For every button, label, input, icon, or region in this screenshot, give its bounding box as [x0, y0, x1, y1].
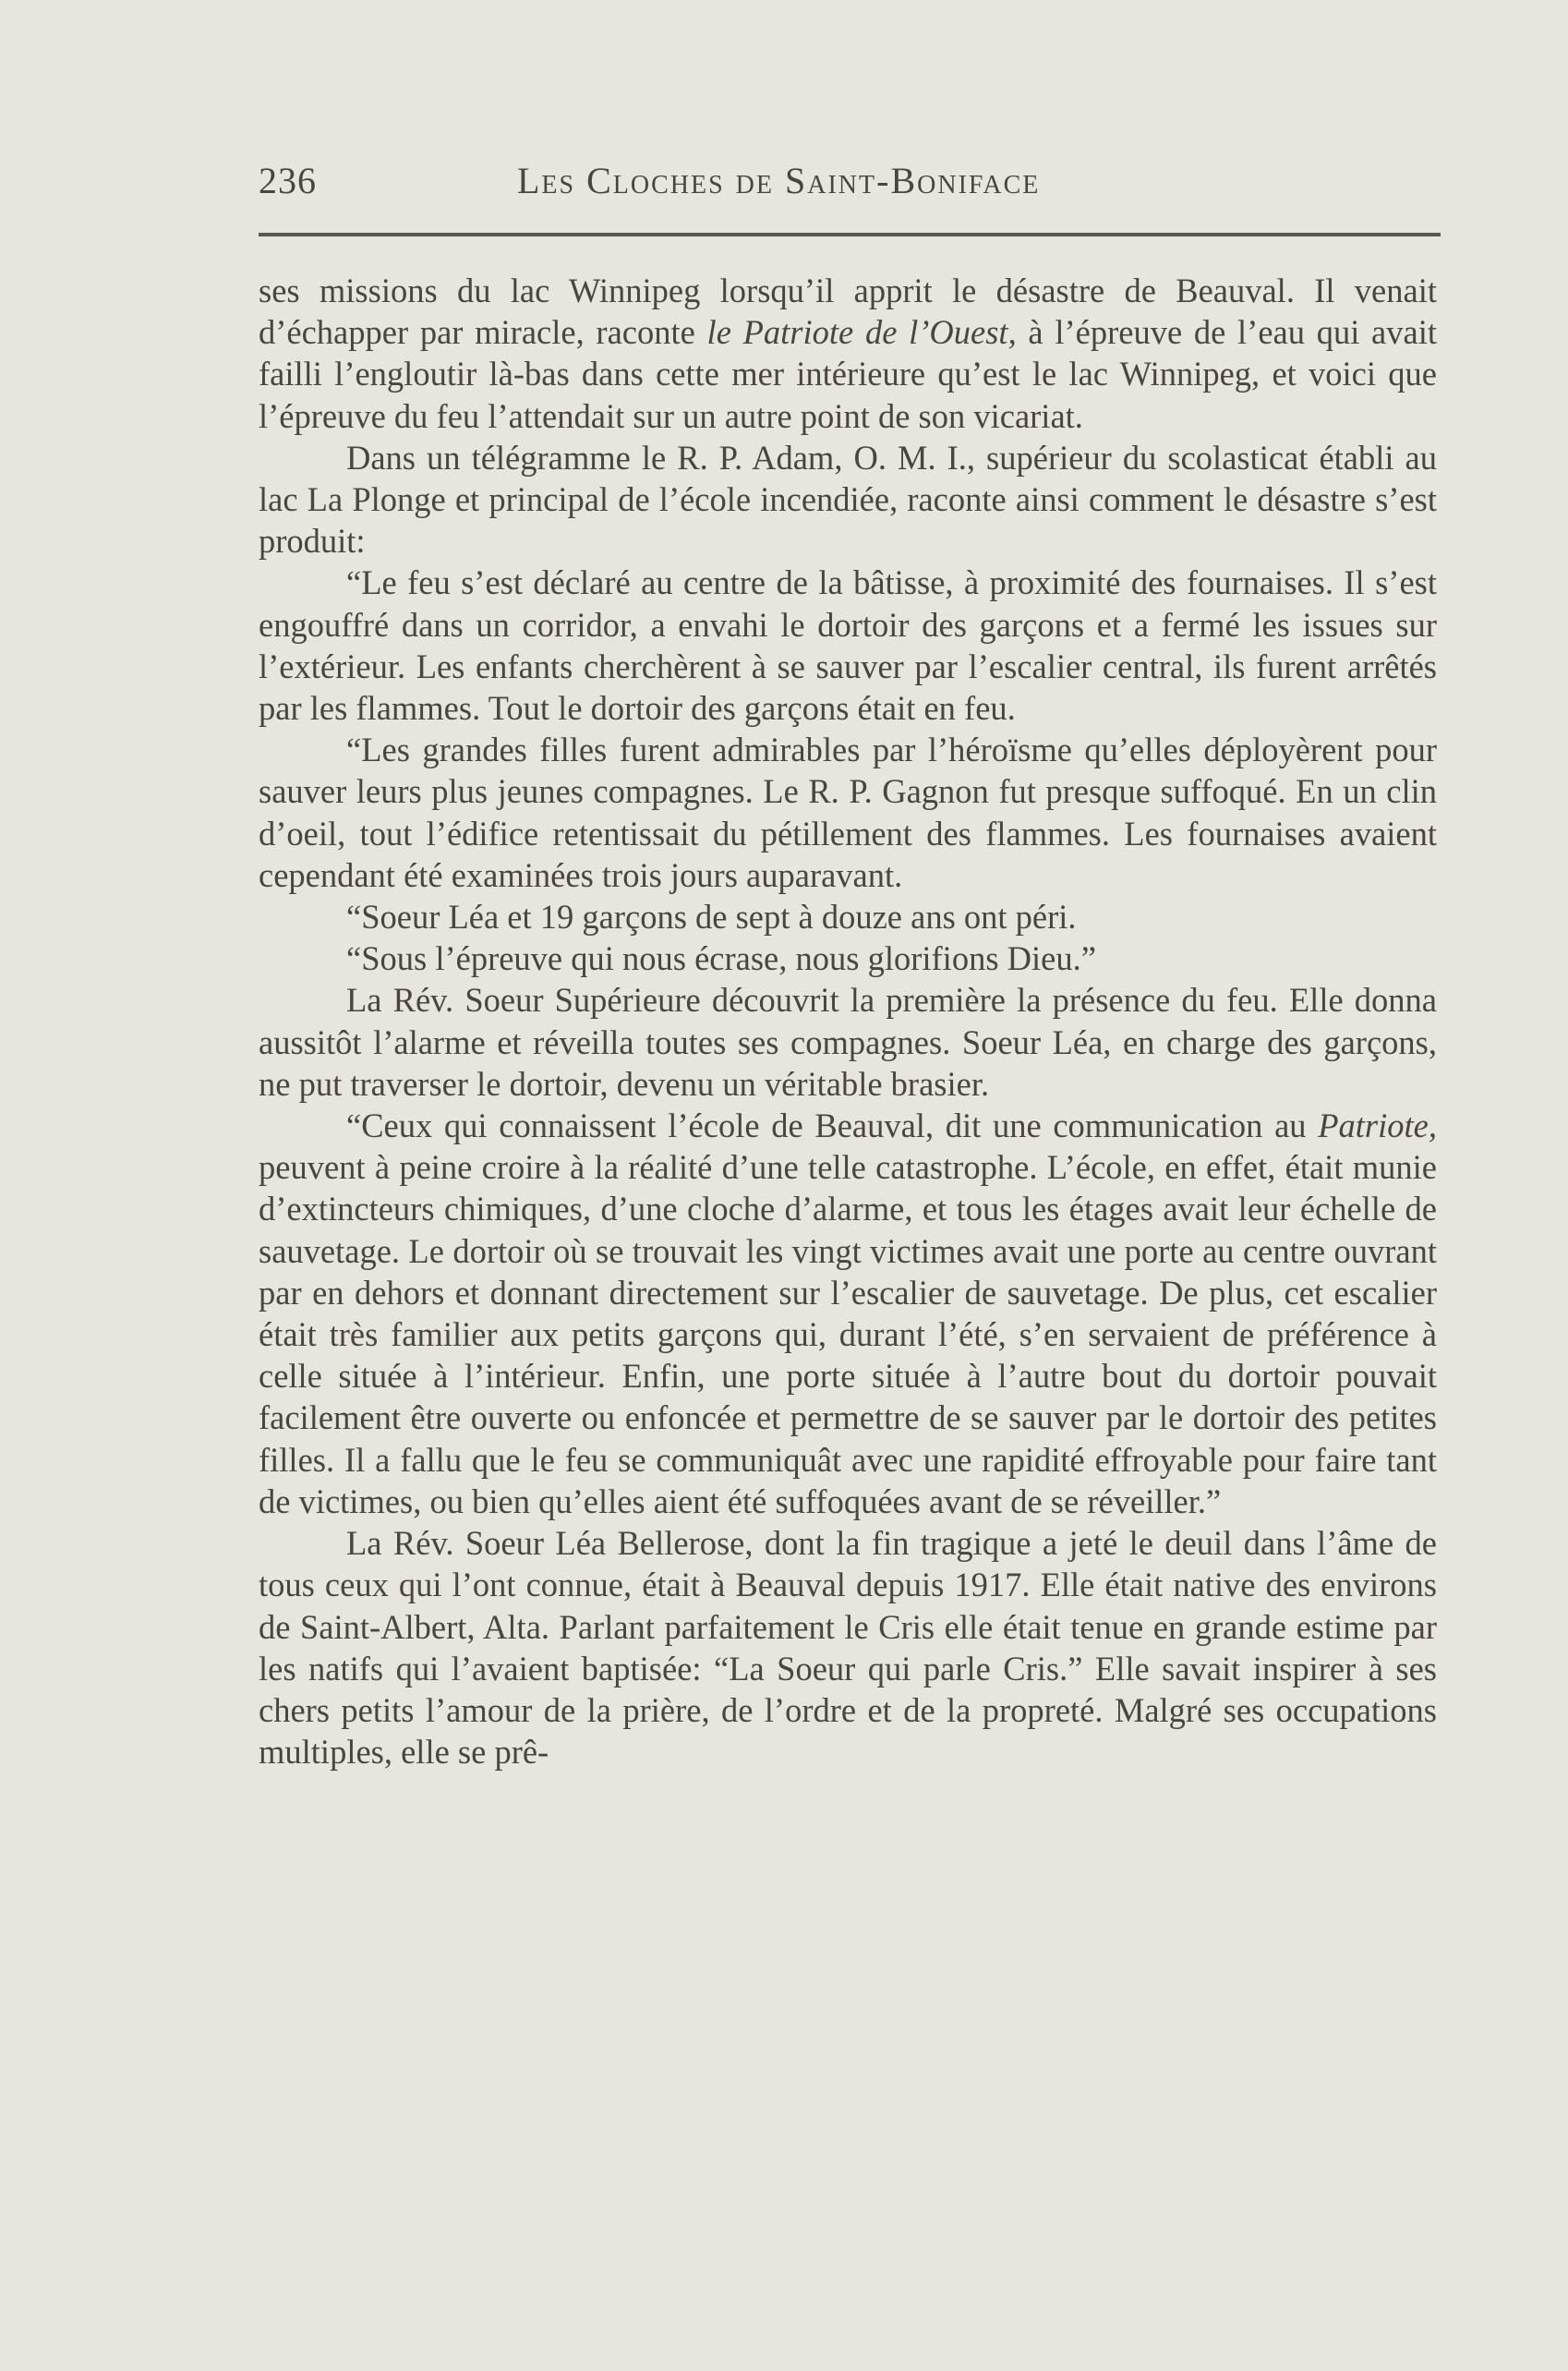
running-title: Les Cloches de Saint-Boniface [517, 160, 1041, 201]
paragraph-p4 [259, 729, 1437, 896]
text-run: La Rév. Soeur Léa Bellerose, dont la fin tragique a jeté le deuil dans l’âme de tous ceux qui l’ont connue, était à Beauval depuis 1917. Elle était native des environs de Saint-Albert, Alta. Parlant parfaitement le Cris elle était tenue en grande estime par les natifs qui l’avaient baptisée: “La Soeur qui parle Cris.” Elle savait inspirer à ses chers petits l’amour de la prière, de l’ordre et de la propreté. Malgré ses occupations multiples, elle se prê- [259, 1524, 1437, 1772]
italic-text: Patriote, [1318, 1107, 1437, 1145]
italic-text: le Patriote de l’Ouest, [706, 313, 1017, 352]
text-run: peuvent à peine croire à la réalité d’une telle catastrophe. L’école, en effet, était munie d’extincteurs chimiques, d’une cloche d’alarme, et tous les étages avait leur échelle de sauvetage. Le dortoir où se trouvait les vingt victimes avait une porte au centre ouvrant par en dehors et donnant directement sur l’escalier de sauvetage. De plus, cet escalier était très familier aux petits garçons qui, durant l’été, s’en servaient de préférence à celle située à l’intérieur. Enfin, une porte située à l’autre bout du dortoir pouvait facilement être ouverte ou enfoncée et permettre de se sauver par le dortoir des petites filles. Il a fallu que le feu se communiquât avec une rapidité effroyable pour faire tant de victimes, ou bien qu’elles aient été suffoquées avant de se réveiller.” [259, 1148, 1437, 1520]
paragraph-p2 [259, 437, 1437, 563]
text-run: “Ceux qui connaissent l’école de Beauval, dit une communication au [346, 1107, 1319, 1145]
text-run: “Sous l’épreuve qui nous écrase, nous glorifions Dieu.” [346, 939, 1096, 978]
text-run: à l’épreuve de l’eau qui avait failli l’engloutir là-bas dans cette mer intérieure qu’est le lac Winnipeg, et voici que l’épreuve du feu l’attendait sur un autre point de son vicariat. [259, 313, 1437, 435]
text-run: La Rév. Soeur Supérieure découvrit la première la présence du feu. Elle donna aussitôt l’alarme et réveilla toutes ses compagnes. Soeur Léa, en charge des garçons, ne put traverser le dortoir, devenu un véritable brasier. [259, 981, 1437, 1103]
paragraph-p3 [259, 562, 1437, 729]
text-run: “Les grandes filles furent admirables par l’héroïsme qu’elles déployèrent pour sauver leurs plus jeunes compagnes. Le R. P. Gagnon fut presque suffoqué. En un clin d’oeil, tout l’édifice retentissait du pétillement des flammes. Les fournaises avaient cependant été examinées trois jours auparavant. [259, 731, 1437, 894]
paragraph-p7 [259, 979, 1437, 1105]
paragraph-p1 [259, 270, 1437, 437]
text-run: Dans un télégramme le R. P. Adam, O. M. I., supérieur du scolasticat établi au lac La Plonge et principal de l’école incendiée, raconte ainsi comment le désastre s’est produit: [259, 438, 1437, 561]
running-head [259, 159, 1441, 214]
paragraph-p8 [259, 1105, 1437, 1522]
paragraph-p5 [259, 896, 1437, 938]
body-text [259, 270, 1437, 1772]
paragraph-p6 [259, 938, 1437, 979]
page-number: 236 [259, 160, 317, 201]
text-run: ses missions du lac Winnipeg lorsqu’il apprit le désastre de Beauval. Il venait d’échapper par miracle, raconte [259, 272, 1437, 352]
header-rule [259, 233, 1441, 236]
paragraph-p9 [259, 1522, 1437, 1772]
text-run: “Soeur Léa et 19 garçons de sept à douze ans ont péri. [346, 898, 1077, 937]
text-run: “Le feu s’est déclaré au centre de la bâtisse, à proximité des fournaises. Il s’est engouffré dans un corridor, a envahi le dortoir des garçons et a fermé les issues sur l’extérieur. Les enfants cherchèrent à se sauver par l’escalier central, ils furent arrêtés par les flammes. Tout le dortoir des garçons était en feu. [259, 563, 1437, 728]
